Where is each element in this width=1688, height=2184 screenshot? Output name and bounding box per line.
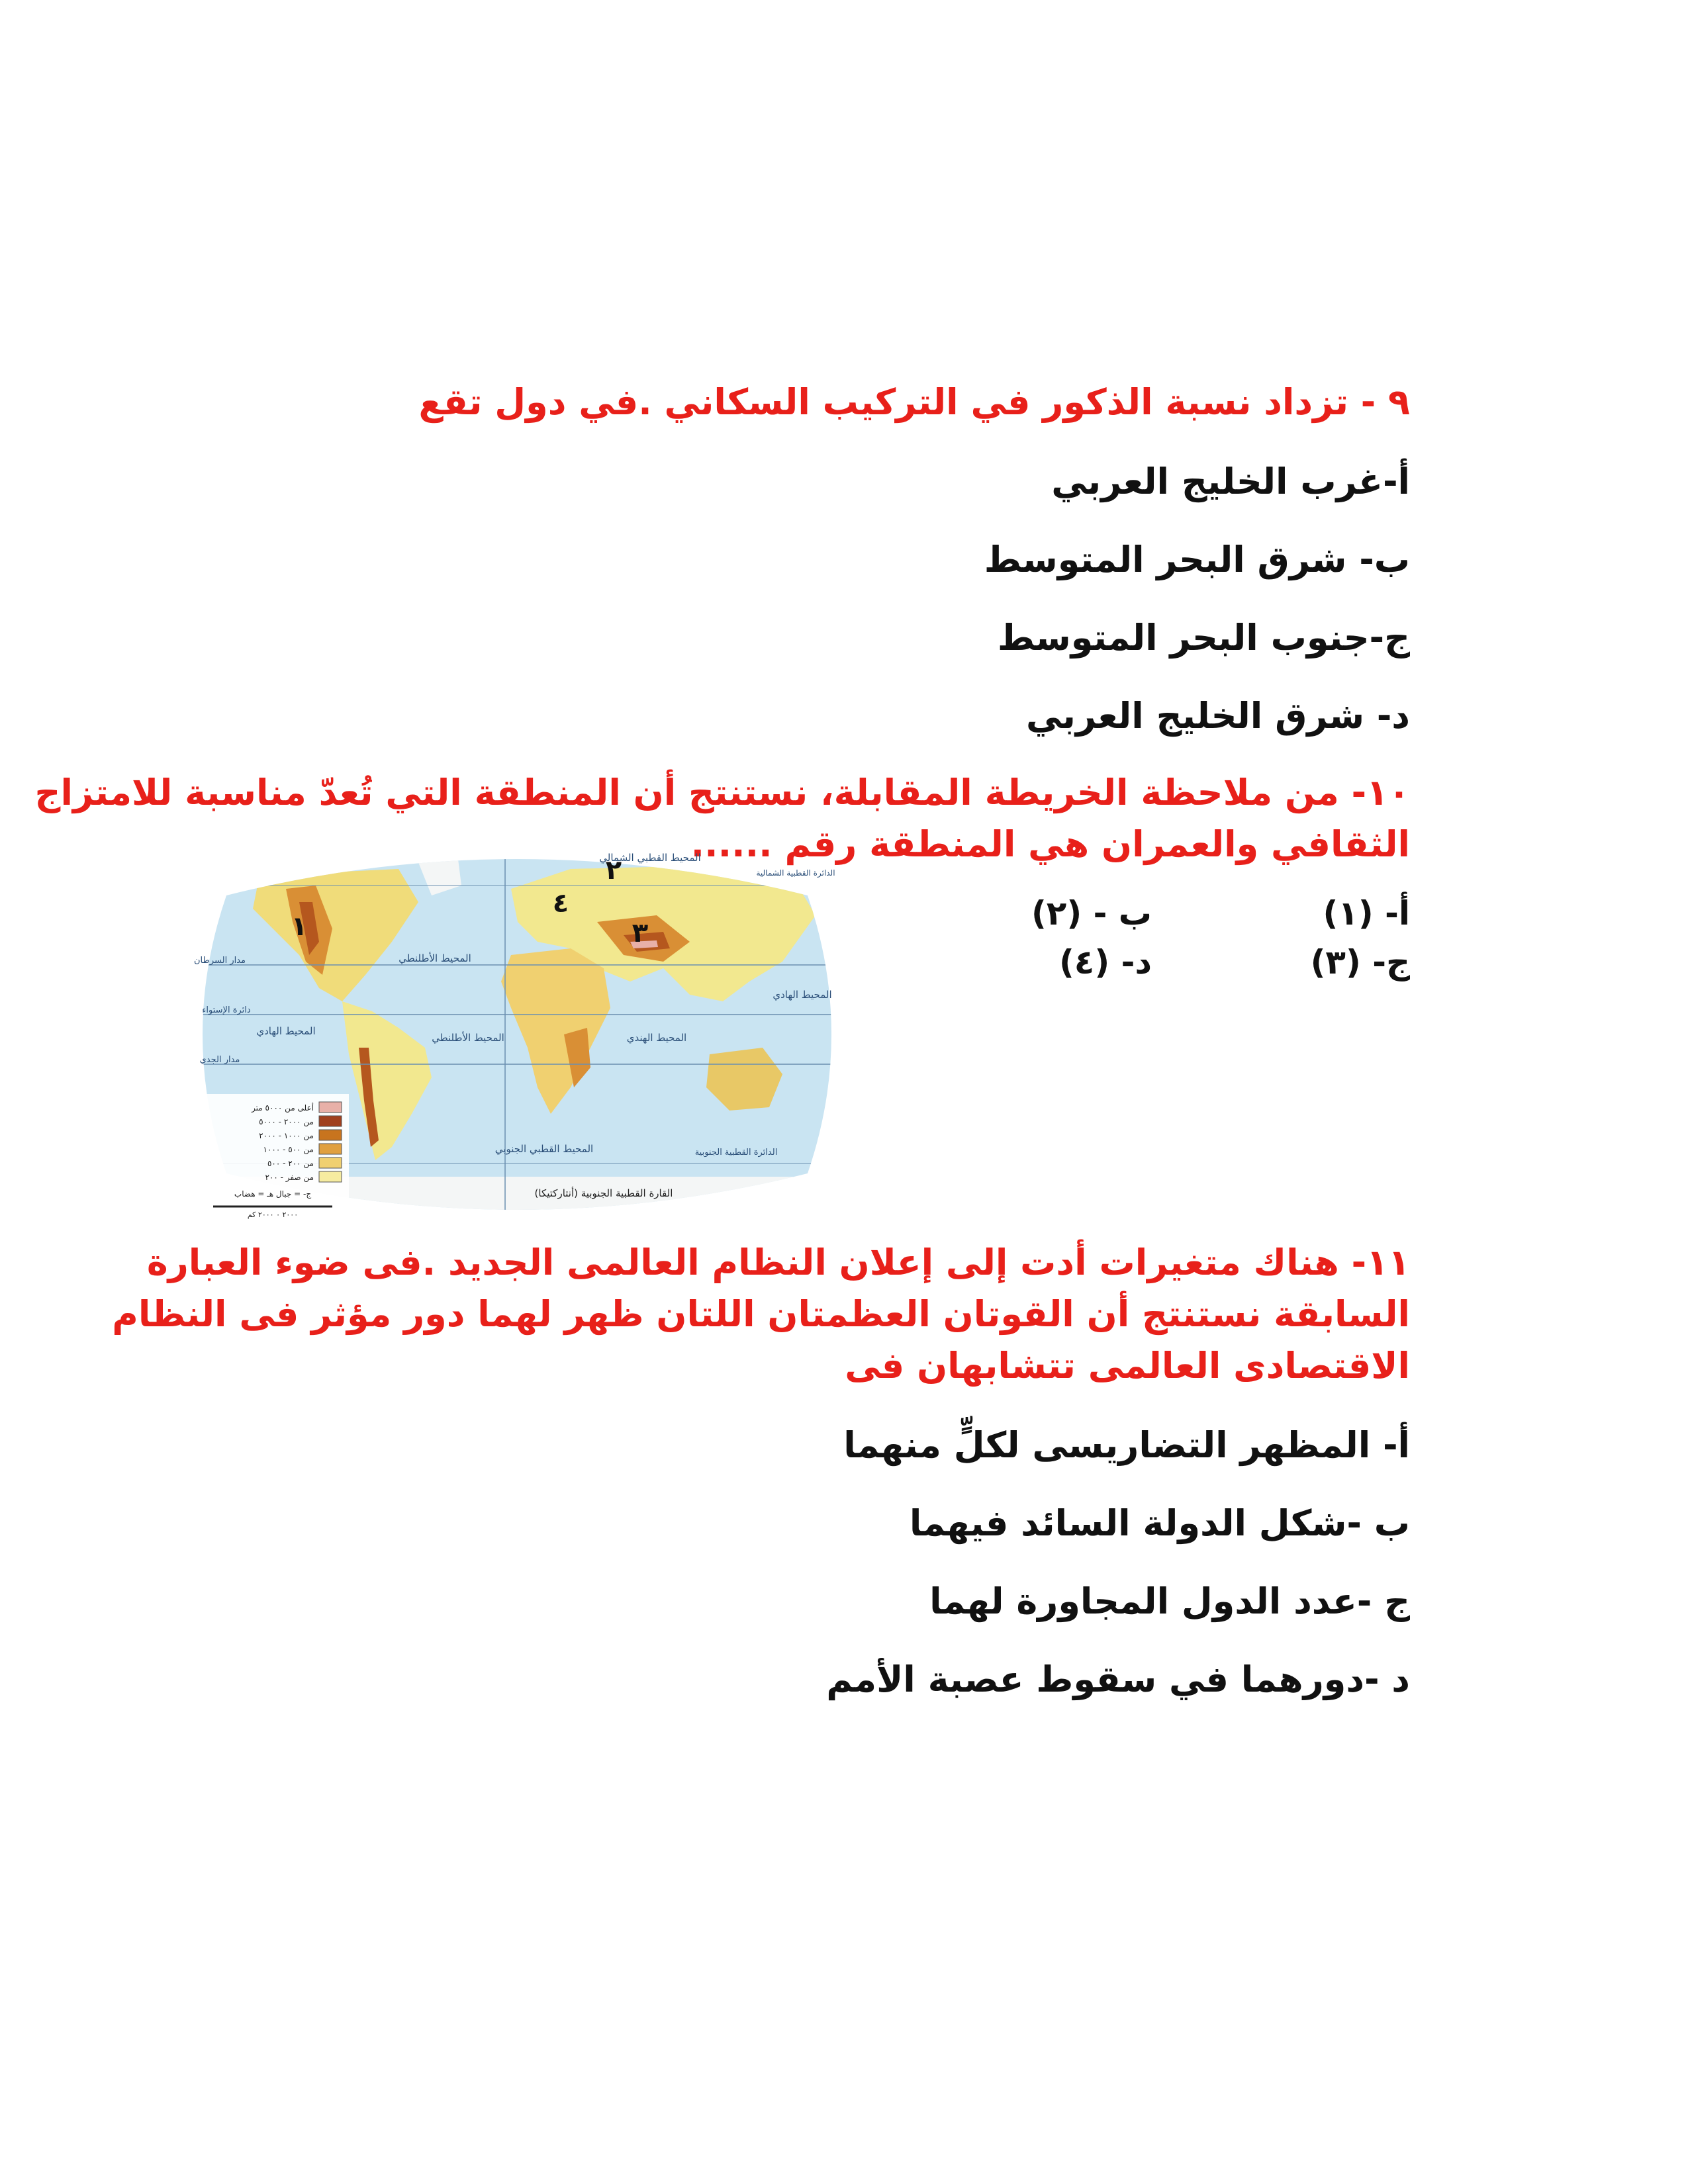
- legend-scale: ٢٠٠٠ ٠ ٢٠٠٠ كم: [247, 1210, 299, 1219]
- label-antarctica: القارة القطبية الجنوبية (أنتاركتيكا): [534, 1187, 673, 1199]
- q9-option-b[interactable]: ب- شرق البحر المتوسط: [984, 539, 1410, 580]
- label-pacific-west: المحيط الهادي: [256, 1025, 316, 1037]
- q11-title-line1: ١١- هناك متغيرات أدت إلى إعلان النظام العالمى الجديد .فى ضوء العبارة: [146, 1242, 1410, 1283]
- label-indian-ocean: المحيط الهندي: [626, 1032, 687, 1044]
- map-legend: [200, 1094, 349, 1220]
- label-tropic-capricorn: مدار الجدي: [199, 1055, 240, 1065]
- label-pacific-east: المحيط الهادي: [773, 989, 832, 1001]
- label-atlantic-south: المحيط الأطلنطي: [432, 1032, 504, 1044]
- region-number-1: ١: [291, 911, 308, 942]
- q9-option-a[interactable]: أ-غرب الخليج العربي: [1051, 461, 1410, 502]
- legend-label: من ٢٠٠ - ٥٠٠: [267, 1159, 314, 1168]
- legend-label: من ٥٠٠ - ١٠٠٠: [263, 1145, 314, 1154]
- q11-option-d[interactable]: د -دورهما في سقوط عصبة الأمم: [826, 1659, 1410, 1700]
- q10-option-a[interactable]: أ- (١): [1323, 894, 1410, 933]
- q9-option-c[interactable]: ج-جنوب البحر المتوسط: [997, 617, 1410, 659]
- region-number-2: ٢: [605, 855, 622, 886]
- label-southern-ocean: المحيط القطبي الجنوبي: [494, 1143, 594, 1155]
- q9-option-d[interactable]: د- شرق الخليج العربي: [1026, 695, 1410, 737]
- q11-title-line2: السابقة نستنتج أن القوتان العظمتان اللتان ظهر لهما دور مؤثر فى النظام: [112, 1293, 1410, 1335]
- legend-label: من صفر - ٢٠٠: [265, 1173, 314, 1182]
- label-arctic-circle: الدائرة القطبية الشمالية: [756, 868, 835, 878]
- legend-label: أعلى من ٥٠٠٠ متر: [252, 1103, 314, 1113]
- legend-label: من ٢٠٠٠ - ٥٠٠٠: [259, 1117, 314, 1126]
- legend-swatch: [319, 1130, 342, 1140]
- label-atlantic-north: المحيط الأطلنطي: [399, 952, 471, 964]
- label-antarctic-circle: الدائرة القطبية الجنوبية: [694, 1148, 778, 1158]
- q10-option-c[interactable]: ج- (٣): [1310, 943, 1410, 981]
- label-equator: دائرة الإستواء: [202, 1005, 251, 1015]
- legend-swatch: [319, 1116, 342, 1126]
- q10-option-b[interactable]: ب - (٢): [1031, 894, 1152, 933]
- label-north-polar-ocean: المحيط القطبي الشمالي: [599, 852, 701, 864]
- q11-option-c[interactable]: ج -عدد الدول المجاورة لهما: [929, 1580, 1410, 1622]
- region-number-4: ٤: [552, 888, 569, 919]
- legend-swatch: [319, 1158, 342, 1168]
- legend-symbols: ج- = جبال هـ = هضاب: [234, 1189, 312, 1199]
- label-tropic-cancer: مدار السرطان: [193, 956, 246, 966]
- q10-title-line2: الثقافي والعمران هي المنطقة رقم ......: [690, 823, 1410, 865]
- q10-title-line1: ١٠- من ملاحظة الخريطة المقابلة، نستنتج أن المنطقة التي تُعدّ مناسبة للامتزاج: [34, 772, 1410, 813]
- q9-title: ٩ - تزداد نسبة الذكور في التركيب السكاني .في دول تقع: [418, 381, 1410, 423]
- legend-swatch: [319, 1144, 342, 1154]
- q11-title-line3: الاقتصادى العالمى تتشابهان فى: [845, 1345, 1410, 1387]
- q10-option-d[interactable]: د- (٤): [1058, 943, 1152, 981]
- legend-swatch: [319, 1171, 342, 1182]
- q11-option-b[interactable]: ب -شكل الدولة السائد فيهما: [909, 1502, 1410, 1544]
- world-relief-map: [193, 849, 835, 1220]
- legend-label: من ١٠٠٠ - ٢٠٠٠: [259, 1131, 314, 1140]
- legend-swatch: [319, 1102, 342, 1113]
- q10-options: [1000, 890, 1410, 1003]
- region-number-3: ٣: [632, 918, 649, 948]
- q11-option-a[interactable]: أ- المظهر التضاريسى لكلٍّ منهما: [843, 1424, 1410, 1466]
